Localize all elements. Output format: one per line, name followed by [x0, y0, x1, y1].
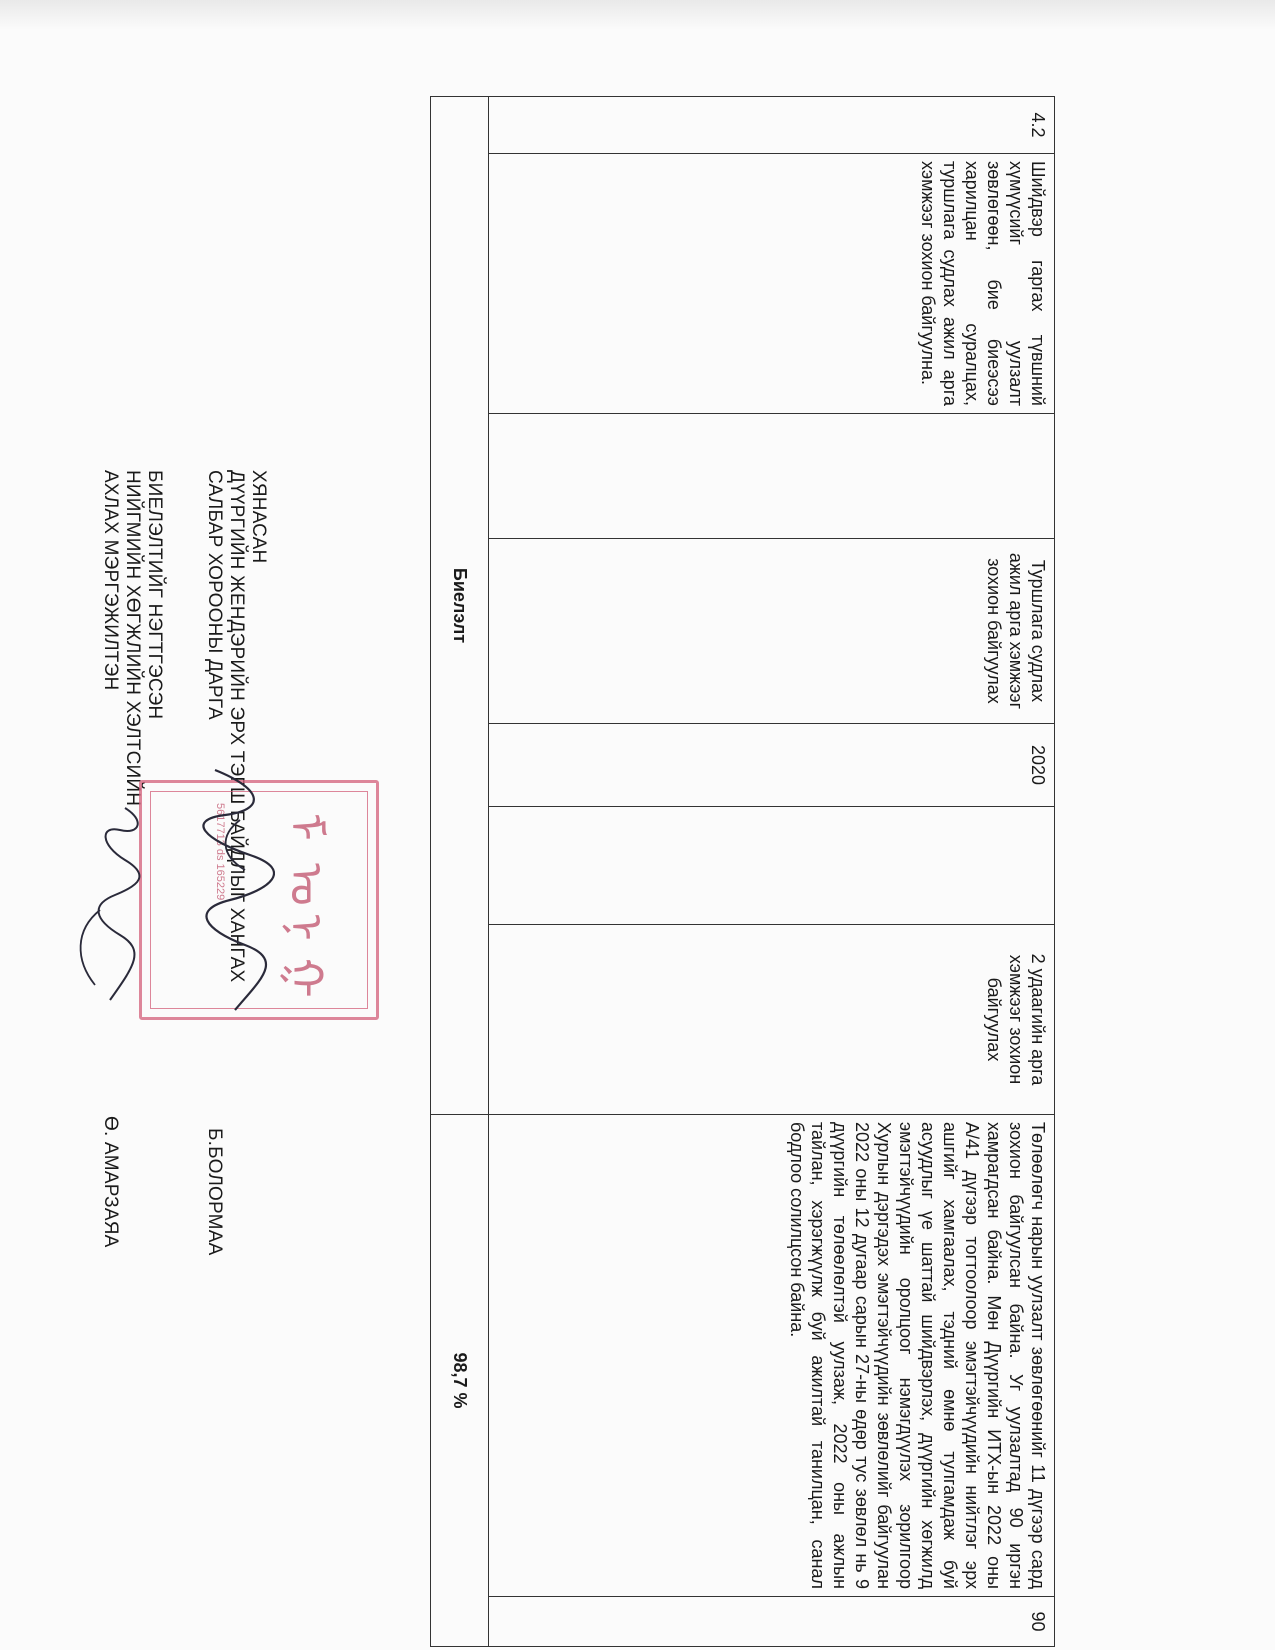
- stamp-script-glyph: ᠣ: [279, 863, 333, 906]
- compiled-name: Ө. АМАРЗАЯА: [100, 1116, 121, 1248]
- evaluation-table: [430, 96, 1055, 1647]
- row-number: 4.2: [489, 97, 1055, 154]
- goal-cell: Шийдвэр гаргах түвшний хүмүүсийг уулзалт зөвлөгөөн, бие биеэсээ харилцан суралцах, туршлага судлах ажил арга хэмжээг зохион байгуулна.: [489, 154, 1055, 414]
- reviewed-line2: САЛБАР ХОРООНЫ ДАРГА: [204, 470, 225, 720]
- signature-amarzaya: [65, 800, 155, 1010]
- reviewed-name: Б.БОЛОРМАА: [204, 1128, 225, 1256]
- summary-label: Биелэлт: [431, 97, 489, 1115]
- empty-cell: [489, 414, 1055, 539]
- compiled-line2: НИЙГМИЙН ХӨГЖЛИЙН ХЭЛТСИЙН: [122, 470, 143, 807]
- indicator-cell: 2 удаагийн арга хэмжээг зохион байгуулах: [489, 925, 1055, 1115]
- activity-cell: Туршлага судлах ажил арга хэмжээг зохион байгуулах: [489, 539, 1055, 724]
- compiled-line1: БИЕЛЭЛТИЙГ НЭГТГЭСЭН: [144, 470, 165, 720]
- reviewed-line1: ДҮҮРГИЙН ЖЕНДЭРИЙН ЭРХ ТЭГШ БАЙДЛЫГ ХАНГАХ: [226, 470, 247, 983]
- stamp-script-glyph: ᠭ: [279, 958, 333, 998]
- summary-value: 98,7 %: [431, 1115, 489, 1647]
- stamp-script-glyph: ᠨ: [279, 913, 333, 941]
- signature-bolormaa: [195, 760, 275, 1020]
- summary-row: [431, 97, 489, 1647]
- report-cell: Төлөөлөгч нарын уулзалт зөвлөгөөнийг 11 дүгээр сард зохион байгуулсан байна. Уг уулзалтад 90 иргэн хамрагдсан байна. Мөн Дүүргийн ИТХ-ын 2022 оны А/41 дүгээр тогтоолоор эмэгтэйчүүдийн нийтлэг эрх ашгийг хамгаалах, тэдний өмнө тулгамдаж буй асуудлыг үе шаттай шийдвэрлэх, дүүргийн хөгжилд эмэгтэйчүүдийн оролцоог нэмэгдүүлэх зорилгоор Хурлын дэргэдэх эмэгтэйчүүдийн зөвлөлийг байгуулан 2022 оны 12 дугаар сарын 27-ны өдөр тус зөвлөл нь 9 дүүргийн төлөөлөлтэй уулзаж, 2022 оны ажлын тайлан, хэрэгжүүлж буй ажилтай танилцан, санал бодлоо солилцсон байна.: [489, 1115, 1055, 1597]
- year-cell: 2020: [489, 724, 1055, 807]
- stamp-script-glyph: ᠮ: [279, 813, 333, 841]
- empty-cell: [489, 807, 1055, 925]
- compiled-line3: АХЛАХ МЭРГЭЖИЛТЭН: [100, 470, 121, 691]
- score-cell: 90: [489, 1597, 1055, 1647]
- table-row: [489, 97, 1055, 1647]
- stamp-registration: 5617713 ds 165229: [214, 803, 226, 901]
- reviewed-heading: ХЯНАСАН: [248, 470, 269, 564]
